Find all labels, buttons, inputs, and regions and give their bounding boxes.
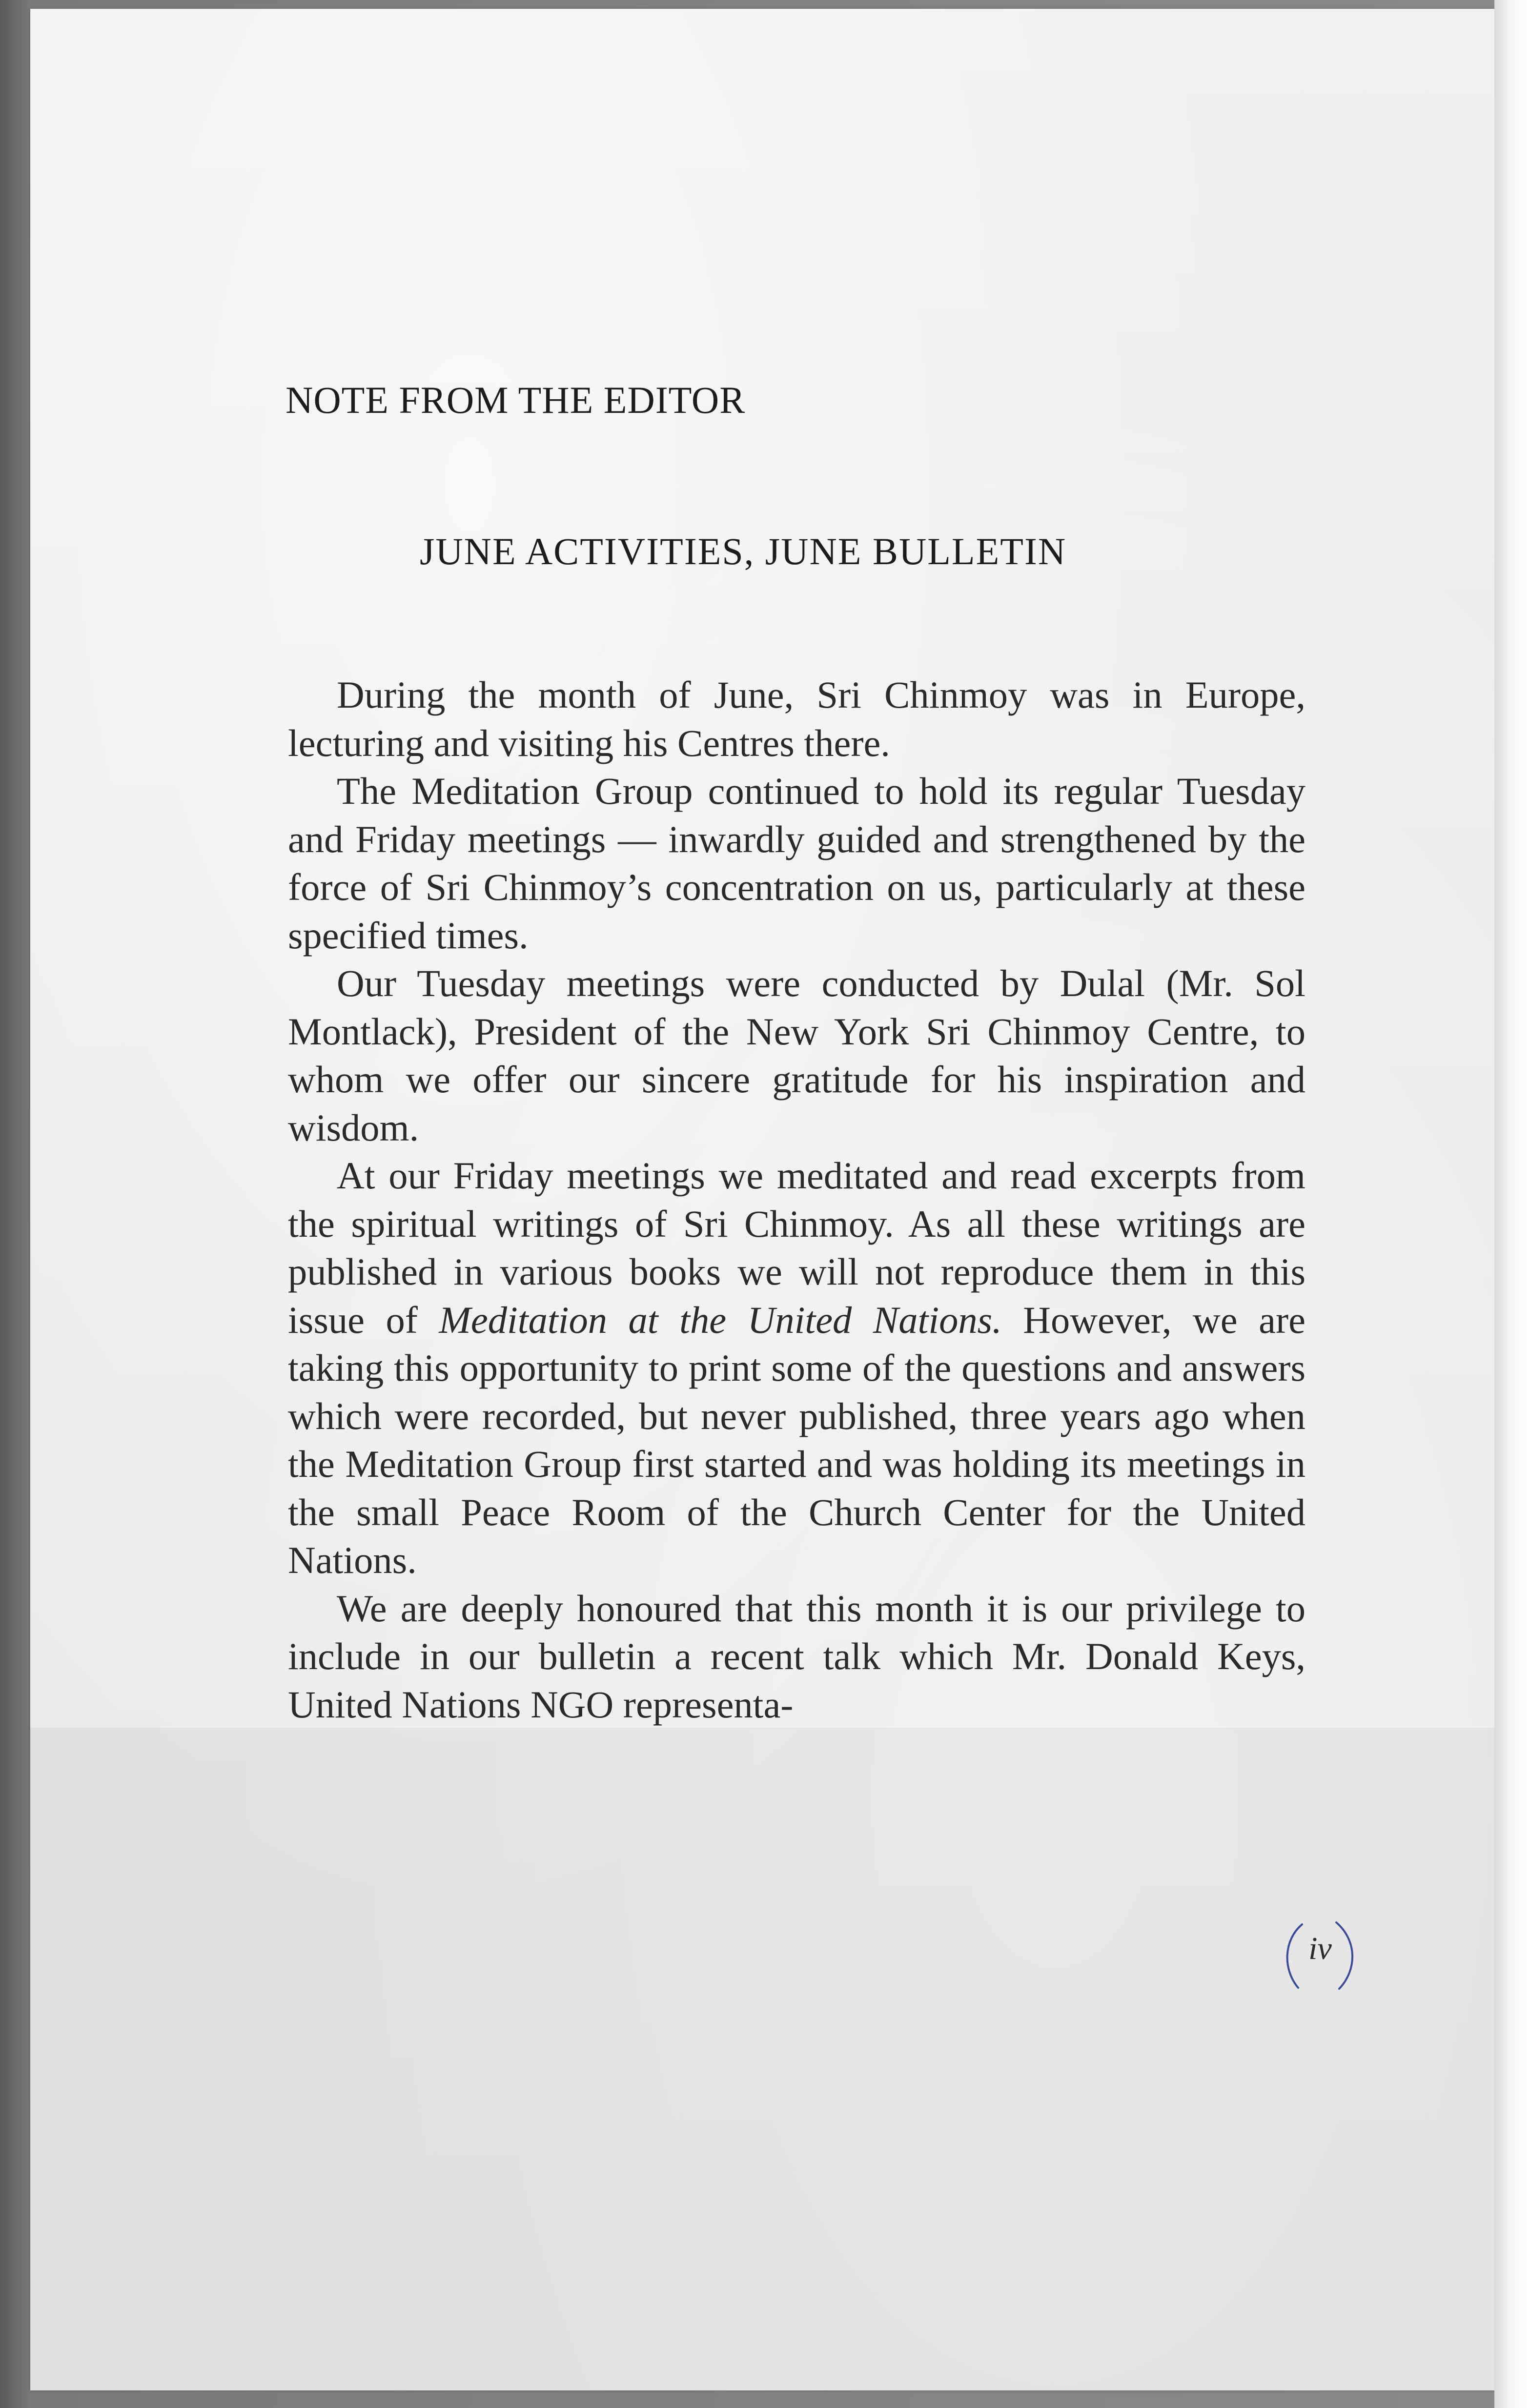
paragraph-4-text-a: At our Friday meetings we meditated and read excerpts from the spiritual writings of Sri Chinmoy. As all these writings are published in various books we will not reproduce them in this issue of — [288, 1154, 1306, 1341]
scan-edge — [1494, 0, 1530, 2408]
paragraph-4-text-b: However, we are taking this opportunity to print some of the questions and answers which were recorded, but never published, three years ago when the Meditation Group first started and was holding its meetings in the small Peace Room of the Church Center for the United Nations. — [288, 1298, 1306, 1581]
paragraph-1: During the month of June, Sri Chinmoy was in Europe, lecturing and visiting his Centres there. — [288, 673, 1306, 764]
article-title: JUNE ACTIVITIES, JUNE BULLETIN — [420, 530, 1067, 572]
paragraph-4 — [288, 1152, 1306, 1585]
page-number: iv — [1308, 1931, 1332, 1966]
page-number-mark — [1279, 1920, 1362, 1991]
page-shading — [30, 1728, 1494, 2391]
paragraph-3: Our Tuesday meetings were conducted by Dulal (Mr. Sol Montlack), President of the New York Sri Chinmoy Centre, to whom we offer our sincere gratitude for his inspiration and wisdom. — [288, 962, 1306, 1149]
section-heading: NOTE FROM THE EDITOR — [286, 379, 746, 421]
paragraph-2: The Meditation Group continued to hold its regular Tuesday and Friday meetings — inwardly guided and strengthened by the force of Sri Chinmoy’s concentration on us, particularly at these specified times. — [288, 770, 1306, 957]
paragraph-5: We are deeply honoured that this month it is our privilege to include in our bulletin a recent talk which Mr. Donald Keys, United Nations NGO representa- — [288, 1587, 1306, 1726]
article-body — [288, 671, 1306, 1729]
publication-title: Meditation at the United Nations. — [439, 1298, 1002, 1341]
